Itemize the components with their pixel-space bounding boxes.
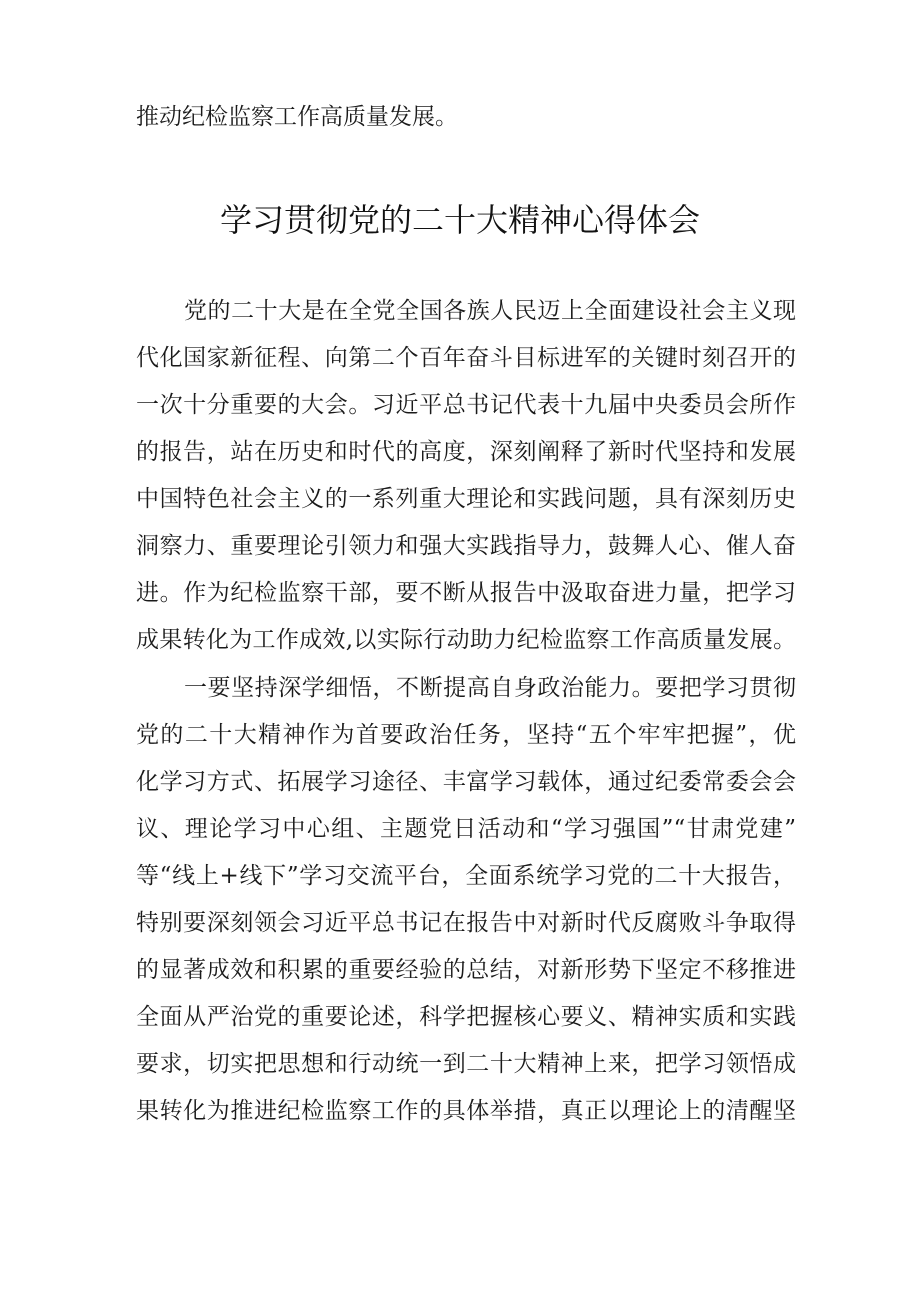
- paragraph-1-line: 的报告，站在历史和时代的高度，深刻阐释了新时代坚持和发展: [136, 439, 796, 465]
- paragraph-2-line: 的显著成效和积累的重要经验的总结，对新形势下坚定不移推进: [136, 957, 796, 983]
- paragraph-1-line: 中国特色社会主义的一系列重大理论和实践问题，具有深刻历史: [136, 486, 796, 512]
- document-title: 学习贯彻党的二十大精神心得体会: [219, 201, 700, 239]
- paragraph-2-line: 化学习方式、拓展学习途径、丰富学习载体，通过纪委常委会会: [136, 769, 796, 795]
- paragraph-2-line: 党的二十大精神作为首要政治任务，坚持“五个牢牢把握”，优: [136, 722, 796, 748]
- paragraph-2-line: 等“线上+线下”学习交流平台，全面系统学习党的二十大报告，: [136, 863, 796, 889]
- paragraph-1-line: 洞察力、重要理论引领力和强大实践指导力，鼓舞人心、催人奋: [136, 533, 796, 559]
- paragraph-1-line: 代化国家新征程、向第二个百年奋斗目标进军的关键时刻召开的: [136, 345, 796, 371]
- paragraph-1-line: 一次十分重要的大会。习近平总书记代表十九届中央委员会所作: [136, 392, 796, 418]
- paragraph-1-line: 进。作为纪检监察干部，要不断从报告中汲取奋进力量，把学习: [136, 580, 796, 606]
- paragraph-2-line: 特别要深刻领会习近平总书记在报告中对新时代反腐败斗争取得: [136, 910, 796, 936]
- paragraph-1-line: 成果转化为工作成效,以实际行动助力纪检监察工作高质量发展。: [136, 627, 796, 653]
- paragraph-2-line: 要求，切实把思想和行动统一到二十大精神上来，把学习领悟成: [136, 1051, 796, 1077]
- paragraph-2-line: 果转化为推进纪检监察工作的具体举措，真正以理论上的清醒坚: [136, 1098, 796, 1124]
- intro-line: 推动纪检监察工作高质量发展。: [136, 104, 458, 130]
- paragraph-2-line: 一要坚持深学细悟，不断提高自身政治能力。要把学习贯彻: [184, 675, 796, 701]
- paragraph-1-line: 党的二十大是在全党全国各族人民迈上全面建设社会主义现: [184, 298, 796, 324]
- paragraph-2-line: 全面从严治党的重要论述，科学把握核心要义、精神实质和实践: [136, 1004, 796, 1030]
- paragraph-2-line: 议、理论学习中心组、主题党日活动和“学习强国”“甘肃党建”: [136, 816, 796, 842]
